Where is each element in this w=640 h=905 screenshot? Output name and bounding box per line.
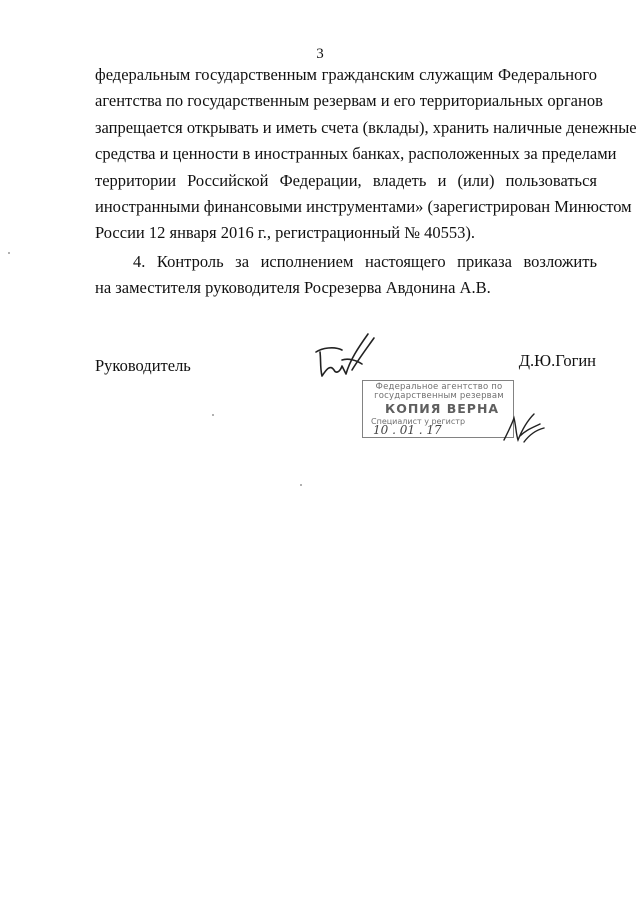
- page-number: 3: [316, 46, 324, 62]
- para4-line: на заместителя руководителя Росрезерва Авдонина А.В.: [95, 278, 491, 298]
- copy-verified-stamp: [362, 380, 514, 438]
- signer-title: Руководитель: [95, 356, 191, 375]
- stamp-verified-text: Специалист у регистр: [371, 417, 466, 426]
- scan-speck: [300, 484, 302, 486]
- stamp-agency-line1: Федеральное агентство по: [375, 382, 503, 392]
- stamp-copy-text: КОПИЯ ВЕРНА: [385, 401, 500, 416]
- body-line: запрещается открывать и иметь счета (вклады), хранить наличные денежные: [95, 117, 637, 137]
- paragraph-4: [95, 249, 597, 302]
- body-line: агентства по государственным резервам и его территориальных органов: [95, 91, 603, 111]
- body-line: иностранными финансовыми инструментами» (зарегистрирован Минюстом: [95, 197, 632, 217]
- stamp-signature: [500, 410, 546, 446]
- scan-speck: [212, 414, 214, 416]
- body-line: России 12 января 2016 г., регистрационный № 40553).: [95, 223, 475, 243]
- scan-speck: [8, 252, 10, 254]
- stamp-agency-line2: государственным резервам: [374, 391, 504, 401]
- body-line: территории Российской Федерации, владеть и (или) пользоваться: [95, 170, 597, 190]
- body-line: федеральным государственным гражданским служащим Федерального: [95, 65, 597, 84]
- para4-line: 4. Контроль за исполнением настоящего приказа возложить: [133, 252, 597, 271]
- stamp-date: 10 . 01 . 17: [373, 423, 442, 437]
- body-paragraph: [95, 62, 637, 247]
- body-line: средства и ценности в иностранных банках, расположенных за пределами: [95, 144, 617, 164]
- signer-name: Д.Ю.Гогин: [518, 351, 596, 370]
